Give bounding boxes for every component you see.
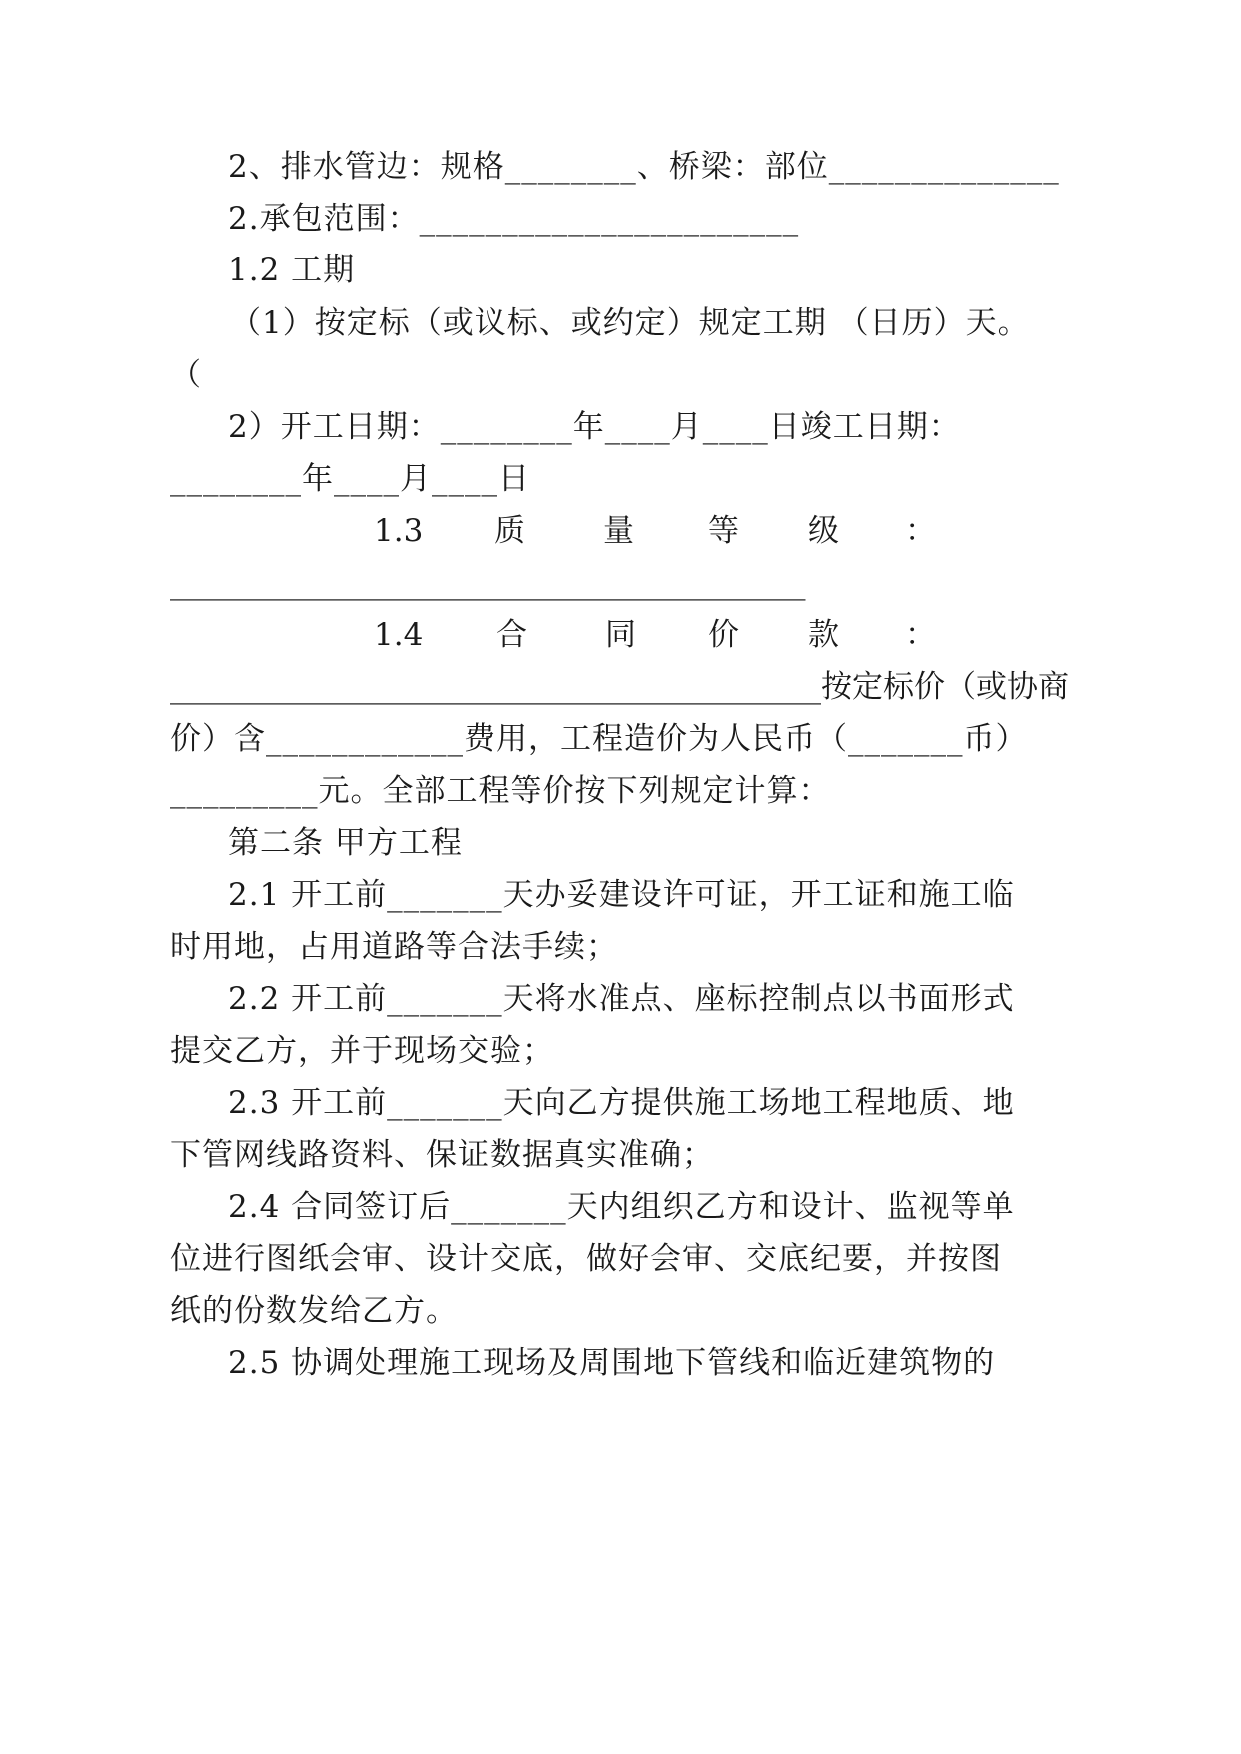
price-heading-char: 款 [808, 617, 839, 653]
text-line: （ [170, 357, 202, 393]
text-line: 时用地，占用道路等合法手续； [170, 929, 618, 965]
text-line: _________________________________________ [170, 565, 806, 601]
quality-heading-char: 等 [708, 513, 739, 549]
quality-heading-char: 质 [494, 513, 525, 549]
quality-heading-char: 级 [808, 513, 839, 549]
text-line: 2.5 协调处理施工现场及周围地下管线和临近建筑物的 [228, 1345, 996, 1381]
text-line: （1）按定标（或议标、或约定）规定工期 （日历）天。 [230, 305, 1030, 341]
text-line: 1.2 工期 [228, 252, 356, 288]
text-line: 提交乙方，并于现场交验； [170, 1033, 554, 1069]
text-line: 2.承包范围：_______________________ [228, 201, 800, 237]
price-heading-char: 价 [708, 617, 739, 653]
text-line: 位进行图纸会审、设计交底，做好会审、交底纪要，并按图 [170, 1241, 1002, 1277]
quality-heading-char: 量 [603, 513, 634, 549]
price-heading-char: 合 [496, 617, 527, 653]
price-heading-char: 同 [605, 617, 636, 653]
quality-heading-colon: ： [905, 513, 936, 549]
text-line: 2.2 开工前_______天将水准点、座标控制点以书面形式 [228, 981, 1015, 1017]
text-line: 价）含____________费用，工程造价为人民币（_______币） [170, 721, 1028, 757]
text-line: 2）开工日期：________年____月____日竣工日期： [228, 409, 961, 445]
text-line: 2.3 开工前_______天向乙方提供施工场地工程地质、地 [228, 1085, 1015, 1121]
price-heading-num: 1.4 [374, 617, 424, 653]
section-heading: 第二条 甲方工程 [228, 825, 463, 861]
text-line: 2.1 开工前_______天办妥建设许可证，开工证和施工临 [228, 877, 1015, 913]
text-line: 2、排水管边：规格________、桥梁：部位______________ [228, 149, 1060, 185]
text-line: 下管网线路资料、保证数据真实准确； [170, 1137, 714, 1173]
text-line: ________年____月____日 [170, 461, 530, 497]
text-line: _________元。全部工程等价按下列规定计算： [170, 773, 831, 809]
price-heading-colon: ： [905, 617, 936, 653]
quality-heading-num: 1.3 [374, 513, 424, 549]
text-line: 纸的份数发给乙方。 [170, 1293, 458, 1329]
text-line: 2.4 合同签订后_______天内组织乙方和设计、监视等单 [228, 1189, 1015, 1225]
text-line: __________________________________________按定标价（或协商 [170, 669, 1069, 705]
